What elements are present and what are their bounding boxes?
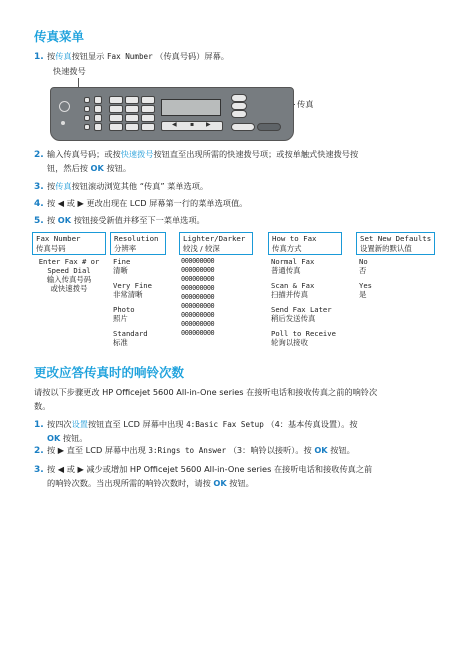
- keypad-key: [141, 105, 155, 113]
- power-icon: [59, 101, 70, 112]
- header-en: Set New Defaults: [360, 234, 432, 243]
- text-fragment: 按钮滚动浏览其他 “传真” 菜单选项。: [71, 181, 209, 191]
- keypad-key: [109, 96, 123, 104]
- speed-dial-button: [94, 96, 102, 104]
- callout-fax: 传真: [297, 99, 314, 109]
- lcd-text-rings-to-answer: 3:Rings to Answer: [148, 446, 227, 455]
- one-touch-button: [84, 124, 90, 130]
- text-fragment: （4：基本传真设置）。按: [263, 419, 358, 429]
- rings-step-3-text: [47, 463, 452, 490]
- keypad-key: [109, 105, 123, 113]
- cell-en: No: [359, 257, 368, 266]
- text-fragment: 输入传真号码；或按: [47, 149, 121, 159]
- cell-zh: 否: [359, 266, 367, 275]
- text-fragment: 按钮。: [327, 445, 355, 455]
- cell-en: Yes: [359, 281, 372, 290]
- cell-en: Normal Fax: [271, 257, 315, 266]
- speed-dial-button-ref: 快速拨号: [120, 149, 154, 159]
- navigation-bar: [161, 121, 223, 131]
- fax-button-ref: 传真: [55, 181, 72, 191]
- ok-button-ref: OK: [314, 445, 328, 455]
- table-header-set-new-defaults: [356, 232, 435, 255]
- step-number: 3.: [34, 182, 44, 192]
- header-zh: 设置新的默认值: [360, 244, 412, 253]
- header-zh: 分辨率: [114, 244, 137, 253]
- contrast-scale-row: 000000000: [181, 275, 215, 283]
- step-number: 2.: [34, 446, 44, 456]
- contrast-scale-row: 000000000: [181, 302, 215, 310]
- text-fragment: 按钮。: [60, 432, 88, 443]
- one-touch-button: [94, 105, 102, 113]
- text-fragment: 按钮接受新值并移至下一菜单选项。: [71, 215, 205, 225]
- lcd-text-basic-fax-setup: 4:Basic Fax Setup: [186, 420, 264, 429]
- text-fragment: 按钮直至 LCD 屏幕中出现: [87, 419, 187, 429]
- table-column-how-to-fax: [271, 257, 336, 347]
- contrast-scale-row: 000000000: [181, 266, 215, 274]
- keypad-key: [125, 123, 139, 131]
- step-number: 4.: [34, 199, 44, 209]
- lcd-text-fax-number: Fax Number: [106, 52, 153, 61]
- callout-speed-dial: 快速拨号: [53, 66, 86, 76]
- header-zh: 传真方式: [272, 244, 302, 253]
- cell-zh: 非常清晰: [113, 290, 143, 299]
- cell-en: Speed Dial: [47, 266, 91, 275]
- text-fragment: 按四次: [47, 419, 72, 429]
- control-panel-illustration: [50, 87, 294, 141]
- start-color-button: [257, 123, 281, 131]
- keypad-key: [125, 96, 139, 104]
- section-title-fax-menu: 传真菜单: [34, 29, 85, 44]
- text-fragment: 按钮。: [226, 477, 254, 488]
- text-fragment: 按钮显示: [71, 51, 107, 61]
- text-fragment: 按: [47, 215, 58, 225]
- step-number: 5.: [34, 216, 44, 226]
- ok-button-ref: OK: [90, 162, 104, 173]
- ok-button-ref: OK: [213, 477, 227, 488]
- fax-button: [231, 102, 247, 110]
- intro-paragraph: [34, 386, 444, 413]
- header-zh: 较浅 / 较深: [183, 244, 220, 253]
- cell-en: Very Fine: [113, 281, 152, 290]
- cell-zh: 轮询以接收: [271, 338, 308, 347]
- cell-en: Standard: [113, 329, 148, 338]
- header-en: Lighter/Darker: [183, 234, 246, 243]
- contrast-scale-row: 000000000: [181, 329, 215, 337]
- step-5-text: [47, 214, 205, 228]
- ok-button-ref: OK: [57, 215, 72, 225]
- text-fragment: 的响铃次数。当出现所需的响铃次数时，请按: [47, 477, 214, 488]
- keypad-key: [125, 105, 139, 113]
- step-4-text: 按 ◀ 或 ▶ 更改出现在 LCD 屏幕第一行的菜单选项值。: [47, 198, 248, 208]
- cell-zh: 是: [359, 290, 367, 299]
- cell-zh: 普通传真: [271, 266, 301, 275]
- table-header-resolution: [110, 232, 166, 255]
- cell-zh: 输入传真号码: [46, 275, 92, 284]
- cell-zh: 扫描并传真: [271, 290, 308, 299]
- right-arrow-icon: ▶: [206, 121, 211, 128]
- table-header-lighter-darker: [179, 232, 253, 255]
- rings-step-2-text: [47, 444, 355, 458]
- text-fragment: 按钮直至出现所需的快速拨号项；或按单触式快速拨号按: [153, 149, 359, 159]
- one-touch-button: [94, 114, 102, 122]
- table-column-lighter-darker: [181, 257, 214, 338]
- text-fragment: 按: [47, 181, 56, 191]
- text-fragment: 按 ◀ 或 ▶ 减少或增加 HP Officejet 5600 All-in-One series 在接听电话和接收传真之前: [47, 464, 373, 474]
- text-fragment: 按: [47, 51, 56, 61]
- text-fragment: 请按以下步骤更改 HP Officejet 5600 All-in-One series 在接听电话和接收传真之前的响铃次: [34, 387, 378, 397]
- text-fragment: 按 ▶ 直至 LCD 屏幕中出现: [47, 445, 149, 455]
- cell-en: Photo: [113, 305, 135, 314]
- contrast-scale-row: 000000000: [181, 257, 215, 265]
- text-fragment: 数。: [34, 400, 51, 411]
- rings-step-1-text: [47, 418, 447, 445]
- contrast-scale-row: 000000000: [181, 284, 215, 292]
- keypad-key: [109, 123, 123, 131]
- keypad-key: [125, 114, 139, 122]
- setup-button-ref: 设置: [71, 419, 88, 429]
- cell-zh: 照片: [113, 314, 128, 323]
- table-column-resolution: [113, 257, 152, 347]
- table-column-fax-number: [32, 257, 106, 293]
- cell-en: Scan & Fax: [271, 281, 315, 290]
- table-header-how-to-fax: [268, 232, 342, 255]
- one-touch-button: [84, 97, 90, 103]
- cell-zh: 清晰: [113, 266, 128, 275]
- cell-en: Enter Fax # or: [38, 257, 100, 266]
- keypad-key: [141, 114, 155, 122]
- start-black-button: [231, 123, 255, 131]
- step-3-text: [47, 180, 208, 194]
- step-1-text: [47, 50, 229, 64]
- ok-button-ref: OK: [47, 432, 61, 443]
- keypad-key: [141, 96, 155, 104]
- text-fragment: （3：响铃以接听）。按: [226, 445, 315, 455]
- table-header-fax-number: [32, 232, 106, 255]
- one-touch-button: [84, 106, 90, 112]
- keypad-key: [109, 114, 123, 122]
- table-column-set-new-defaults: [359, 257, 372, 299]
- cell-en: Send Fax Later: [271, 305, 332, 314]
- section-title-rings-to-answer: 更改应答传真时的响铃次数: [34, 365, 185, 380]
- scan-button: [231, 110, 247, 118]
- header-en: Fax Number: [36, 234, 81, 243]
- cell-zh: 稍后发送传真: [271, 314, 316, 323]
- text-fragment: （传真号码）屏幕。: [152, 51, 229, 61]
- text-fragment: 按钮。: [103, 162, 132, 173]
- step-number: 1.: [34, 52, 44, 62]
- step-number: 1.: [34, 420, 44, 430]
- one-touch-button: [94, 123, 102, 131]
- ok-button-icon: ▪: [190, 121, 195, 128]
- cell-en: Poll to Receive: [271, 329, 336, 338]
- cell-zh: 或快速拨号: [50, 284, 88, 293]
- text-fragment: 钮，然后按: [47, 162, 91, 173]
- one-touch-button: [84, 115, 90, 121]
- status-light-icon: [61, 121, 65, 125]
- keypad-key: [141, 123, 155, 131]
- header-en: How to Fax: [272, 234, 317, 243]
- contrast-scale-row: 000000000: [181, 293, 215, 301]
- contrast-scale-row: 000000000: [181, 320, 215, 328]
- left-arrow-icon: ◀: [172, 121, 177, 128]
- lcd-screen: [161, 99, 221, 116]
- header-en: Resolution: [114, 234, 159, 243]
- cell-zh: 标准: [113, 338, 128, 347]
- step-number: 2.: [34, 150, 44, 160]
- header-zh: 传真号码: [36, 244, 66, 253]
- fax-button-ref: 传真: [55, 51, 72, 61]
- cell-en: Fine: [113, 257, 131, 266]
- step-2-text: [47, 148, 447, 175]
- contrast-scale-row: 000000000: [181, 311, 215, 319]
- copy-button: [231, 94, 247, 102]
- step-number: 3.: [34, 465, 44, 475]
